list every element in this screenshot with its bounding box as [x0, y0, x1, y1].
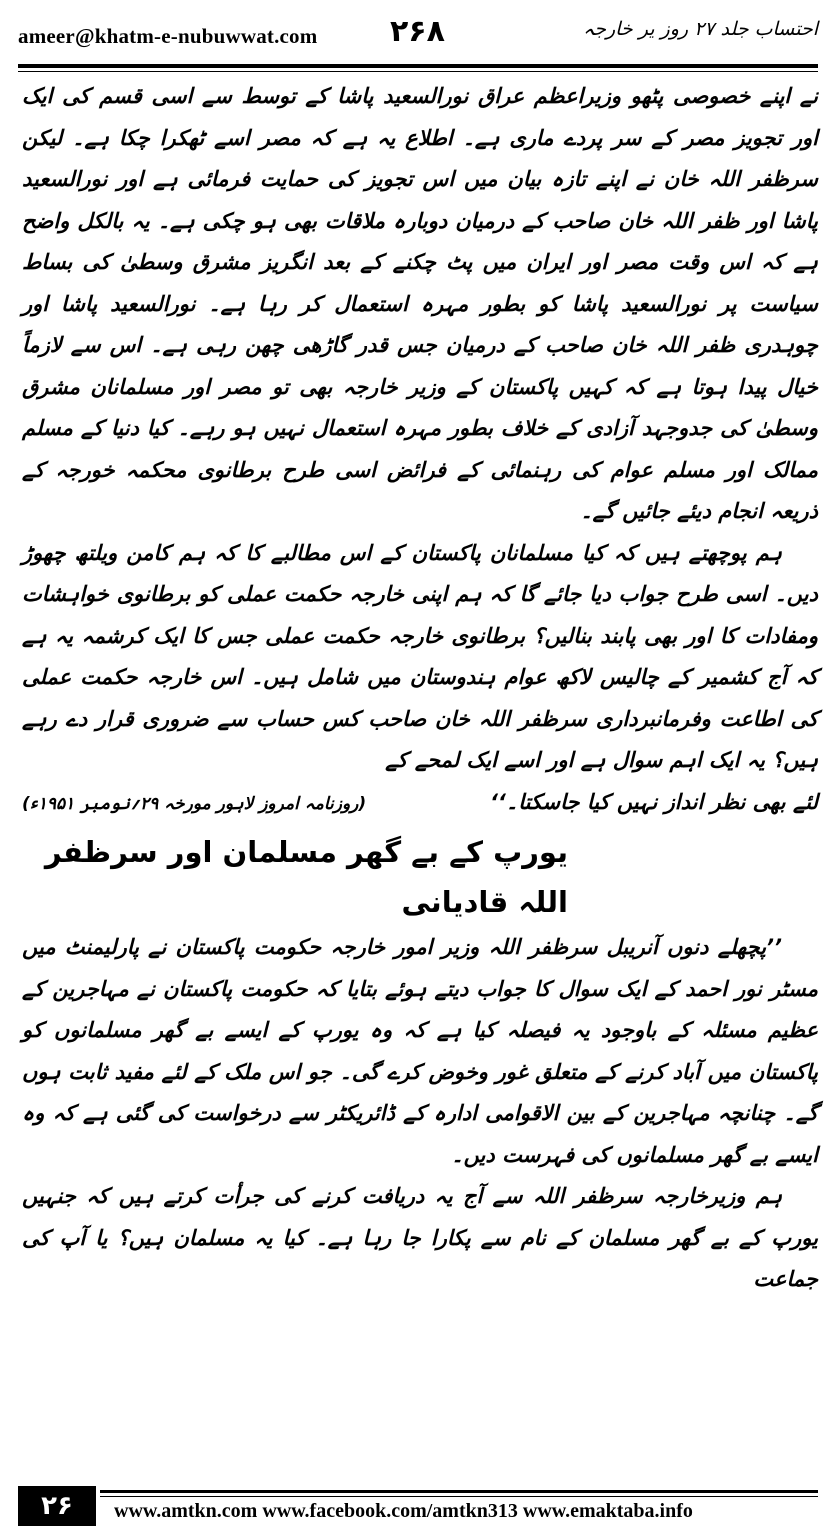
header-rule-thin — [18, 71, 818, 72]
paragraph-2-end: لئے بھی نظر انداز نہیں کیا جاسکتا۔‘‘ — [489, 789, 818, 814]
footer-links: www.amtkn.com www.facebook.com/amtkn313 www.emaktaba.info — [114, 1500, 693, 1522]
paragraph-3: ’’پچھلے دنوں آنریبل سرظفر اللہ وزیر امور خارجہ حکومت پاکستان نے پارلیمنٹ میں مسٹر نور احمد کے ایک سوال کا جواب دیتے ہوئے بتایا کہ حکومت پاکستان نے مہاجرین کے عظیم مسئلہ کے باوجود یہ فیصلہ کیا ہے کہ وہ یورپ کے ایسے بے گھر مسلمانوں کو پاکستان میں آباد کرنے کے متعلق غور وخوض کرے گی۔ جو اس ملک کے لئے مفید ثابت ہوں گے۔ چنانچہ مہاجرین کے بین الاقوامی ادارہ کے ڈائریکٹر سے درخواست کی گئی ہے کہ وہ ایسے بے گھر مسلمانوں کی فہرست دیں۔ — [22, 935, 818, 1167]
source-citation: (روزنامہ امروز لاہور مورخہ ۲۹؍نومبر ۱۹۵۱ء) — [22, 793, 367, 814]
header-email: ameer@khatm-e-nubuwwat.com — [18, 24, 318, 48]
citation-line — [22, 782, 818, 826]
footer-rule-thick — [100, 1490, 818, 1493]
footer-page-number: ۲۶ — [18, 1486, 96, 1526]
header-page-number: ۲۶۸ — [390, 14, 445, 49]
paragraph-1: نے اپنے خصوصی پٹھو وزیراعظم عراق نورالسعید پاشا کے توسط سے اسی قسم کی ایک اور تجویز مصر کے سر پردے ماری ہے۔ اطلاع یہ ہے کہ مصر اسے ٹھکرا چکا ہے۔ لیکن سرظفر اللہ خان نے اپنے تازہ بیان میں اس تجویز کی حمایت فرمائی ہے اور نورالسعید پاشا اور ظفر اللہ خان صاحب کے درمیان دوبارہ ملاقات بھی ہو چکی ہے۔ یہ بالکل واضح ہے کہ اس وقت مصر اور ایران میں پٹ چکنے کے بعد انگریز مشرق وسطیٰ کی بساط سیاست پر نورالسعید پاشا کو بطور مہرہ استعمال کر رہا ہے۔ نورالسعید پاشا اور چوہدری ظفر اللہ خان صاحب کے درمیان جس قدر گاڑھی چھن رہی ہے۔ اس سے لازماً خیال پیدا ہوتا ہے کہ کہیں پاکستان کے وزیر خارجہ بھی تو مصر اور مسلمانان مشرق وسطیٰ کی جدوجہد آزادی کے خلاف بطور مہرہ استعمال نہیں ہو رہے۔ کیا دنیا کے مسلم ممالک اور مسلم عوام کی رہنمائی کے فرائض اسی طرح برطانوی محکمہ خورجہ کے ذریعہ انجام دیئے جائیں گے۔ — [22, 84, 819, 523]
footer-rule-thin — [100, 1496, 818, 1497]
paragraph-4: ہم وزیرخارجہ سرظفر اللہ سے آج یہ دریافت کرنے کی جرأت کرتے ہیں کہ جنہیں یورپ کے بے گھر مسلمان کے نام سے پکارا جا رہا ہے۔ کیا یہ مسلمان ہیں؟ یا آپ کی جماعت — [22, 1184, 818, 1291]
section-heading: یورپ کے بے گھر مسلمان اور سرظفر اللہ قادیانی — [44, 835, 568, 919]
header-book-title: احتساب جلد ۲۷ روز یر خارجہ — [583, 18, 818, 40]
header-rule-thick — [18, 64, 818, 68]
page-header — [18, 12, 818, 58]
body-text — [22, 76, 818, 1301]
paragraph-2: ہم پوچھتے ہیں کہ کیا مسلمانان پاکستان کے اس مطالبے کا کہ ہم کامن ویلتھ چھوڑ دیں۔ اسی طرح جواب دیا جائے گا کہ ہم اپنی خارجہ حکمت عملی کو برطانوی خواہشات ومفادات کا اور بھی پابند بنالیں؟ برطانوی خارجہ حکمت عملی جس کا ایک کرشمہ یہ ہے کہ آج کشمیر کے چالیس لاکھ عوام ہندوستان میں شامل ہیں۔ اس خارجہ حکمت عملی کی اطاعت وفرمانبرداری سرظفر اللہ خان صاحب کس حساب سے ضروری قرار دے رہے ہیں؟ یہ ایک اہم سوال ہے اور اسے ایک لمحے کے — [22, 540, 818, 772]
page-footer — [18, 1486, 818, 1526]
